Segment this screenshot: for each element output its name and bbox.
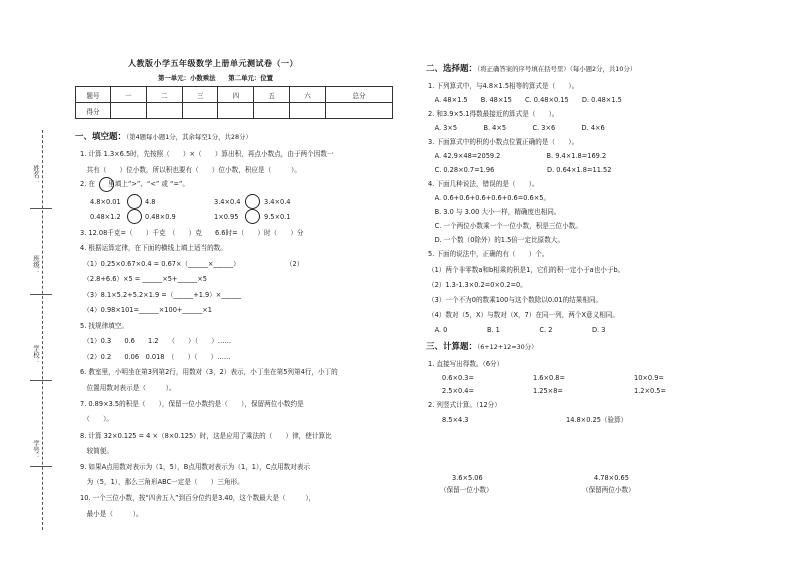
binding-mark <box>30 208 52 209</box>
compare-item: 0.48×1.2 <box>90 213 121 221</box>
calc-q2: 2. 列竖式计算。（12分） <box>428 401 501 409</box>
q10-line-2: 最小是（ ）。 <box>80 510 143 518</box>
binding-label-school: 学校： <box>32 345 40 365</box>
choice-q5: 5. 下面的说法中，正确的有（ ）个。 <box>428 250 549 258</box>
compare-item: 1×0.95 <box>214 213 239 221</box>
compare-circle[interactable] <box>127 209 142 224</box>
binding-label-number: 学号： <box>32 440 40 460</box>
choice-q4-d: D. 一个数（0除外）的1.5倍一定比原数大。 <box>428 236 565 244</box>
section-3-note: （6+12+12=30分） <box>477 343 538 351</box>
binding-line <box>42 130 43 530</box>
q4-item-2: （2.8+6.6）×5 = ______×5+______×5 <box>80 275 207 283</box>
table-header: 题号 <box>76 87 111 103</box>
score-table <box>75 86 393 119</box>
section-1-heading: 一、填空题：（第4题每小题1分，其余每空1分，共28分） <box>75 132 252 142</box>
section-3-heading: 三、计算题：（6+12+12=30分） <box>426 342 538 352</box>
vertical-calc-hint: （保留一位小数） <box>440 486 493 494</box>
compare-item: 3.4×0.4 <box>264 198 291 206</box>
q2-line: 2. 在 里填上“>”、“<” 或 “=”。 <box>80 180 189 188</box>
compare-circle[interactable] <box>245 209 260 224</box>
compare-item: 3.4×0.4 <box>214 198 241 206</box>
choice-q4: 4. 下面几种说法，错误的是（ ）。 <box>428 180 539 188</box>
direct-calc: 1.25×8= <box>533 387 563 395</box>
table-header: 三 <box>182 87 218 103</box>
q4-item-4: （4）0.98×101=______×100+______×1 <box>80 306 212 314</box>
choice-q5-s1: （1）两个非零数a和b相乘的积是1，它们的积一定小于a也小于b。 <box>428 266 625 274</box>
q8-line-1: 8. 计算 32×0.125 = 4 ×（8×0.125）时，这是应用了乘法的（ ）律，使计算比 <box>80 432 332 440</box>
q8-line-2: 较简便。 <box>80 447 113 455</box>
direct-calc: 10×0.9= <box>634 374 664 382</box>
q4-item-3: （3）8.1×5.2+5.2×1.9 =（______+1.9）×______ <box>80 291 242 299</box>
direct-calc: 1.6×0.8= <box>533 374 566 382</box>
compare-circle[interactable] <box>127 194 142 209</box>
compare-item: 4.8×0.01 <box>90 198 121 206</box>
choice-q5-options: A. 0 B. 1 C. 2 D. 3 <box>428 326 606 334</box>
table-header: 六 <box>290 87 326 103</box>
choice-q5-s2: （2）1.3-1.3×0.2=0×0.2=0。 <box>428 281 527 289</box>
q10-line-1: 10. 一个三位小数，按“四舍五入”到百分位约是3.40，这个数最大是（ ）， <box>80 494 316 502</box>
direct-calc: 1.2×0.5= <box>634 387 667 395</box>
compare-item: 9.5×0.1 <box>264 213 291 221</box>
choice-q5-s3: （3）一个不为0的数乘100与这个数除以0.01的结果相同。 <box>428 296 603 304</box>
table-header: 五 <box>254 87 290 103</box>
q5-item-2: （2）0.2 0.06 0.018 （ ）（ ）…… <box>80 353 231 361</box>
choice-q4-b: B. 3.0 与 3.00 大小一样，精确度也相同。 <box>428 208 561 216</box>
choice-q5-s4: （4）数对（5，X）与数对（X，7）在同一列，两个X意义相同。 <box>428 311 619 319</box>
choice-q3-options-2: C. 0.28×0.7=1.96 D. 0.64×1.8=11.52 <box>428 166 612 174</box>
q4-item-1: （1）0.25×0.67×0.4 = 0.67×（______×______） （2） <box>80 260 304 268</box>
compare-item: 0.48×0.9 <box>145 213 176 221</box>
score-row-label: 得分 <box>76 103 111 119</box>
section-2-note: （将正确答案的序号填在括号里）（每小题2分，共10分） <box>477 65 637 73</box>
binding-mark <box>30 380 52 381</box>
binding-label-class: 班级： <box>32 255 40 275</box>
q3-line: 3. 12.08千克=（ ）千克 （ ）克 6.6时=（ ）时（ ）分 <box>80 229 304 237</box>
q5-item-1: （1）0.3 0.6 1.2 （ ）（ ）…… <box>80 337 232 345</box>
table-header: 二 <box>146 87 182 103</box>
table-header: 总分 <box>325 87 392 103</box>
q4-line: 4. 根据运算定律，在下面的横线上填上适当的数。 <box>80 244 227 252</box>
q5-line: 5. 找规律填空。 <box>80 322 128 330</box>
vertical-calc: 8.5×4.3 <box>442 416 469 424</box>
choice-q1: 1. 下列算式中，与4.8×1.5相等的算式是（ ）。 <box>428 82 579 90</box>
table-header: 一 <box>111 87 147 103</box>
compare-circle[interactable] <box>245 194 260 209</box>
section-2-heading: 二、选择题：（将正确答案的序号填在括号里）（每小题2分，共10分） <box>426 64 637 74</box>
score-cell[interactable] <box>325 103 392 119</box>
score-cell[interactable] <box>146 103 182 119</box>
vertical-calc: 14.8×0.25（验算） <box>566 416 628 424</box>
vertical-calc-hint: （保留两位小数） <box>582 486 635 494</box>
choice-q4-a: A. 0.6+0.6+0.6+0.6+0.6=0.6×5。 <box>428 194 551 202</box>
direct-calc: 2.5×0.4= <box>442 387 475 395</box>
q6-line-2: 位置用数对表示是（ ）。 <box>80 384 176 392</box>
score-cell[interactable] <box>111 103 147 119</box>
direct-calc: 0.6×0.3= <box>442 374 475 382</box>
choice-q3-options-1: A. 42.9×48=2059.2 B. 9.4×1.8=169.2 <box>428 152 607 160</box>
q9-line-2: 为（5，1），那么三角形ABC一定是（ ）三角形。 <box>80 478 244 486</box>
calc-q1: 1. 直接写出得数。（6分） <box>428 360 504 368</box>
section-1-note: （第4题每小题1分，其余每空1分，共28分） <box>126 133 252 141</box>
page-title: 人教版小学五年级数学上册单元测试卷（一） <box>128 59 298 68</box>
score-cell[interactable] <box>218 103 254 119</box>
binding-mark <box>30 466 52 467</box>
score-cell[interactable] <box>254 103 290 119</box>
q6-line-1: 6. 教室里，小明坐在第3列第2行，用数对（3，2）表示，小丁坐在第5列第4行，小丁的 <box>80 368 338 376</box>
q7-line-2: （ ）。 <box>80 415 113 423</box>
q1-line-2: 共有（ ）位小数，所以积也要有（ ）位小数，积应是（ ）。 <box>80 166 301 174</box>
choice-q2: 2. 和3.9×5.1得数最接近的算式是（ ）。 <box>428 110 559 118</box>
score-cell[interactable] <box>290 103 326 119</box>
table-row <box>76 103 393 119</box>
vertical-calc: 4.78×0.65 <box>594 474 629 482</box>
compare-item: 4.8 <box>145 198 156 206</box>
choice-q2-options: A. 3×5 B. 4×5 C. 3×6 D. 4×6 <box>428 124 605 132</box>
unit-subtitle: 第一单元：小数乘法 第二单元：位置 <box>158 74 274 82</box>
q7-line-1: 7. 0.89×3.5的积是（ ），保留一位小数约是（ ），保留两位小数约是 <box>80 400 304 408</box>
choice-q1-options: A. 48×1.5 B. 48×15 C. 0.48×0.15 D. 0.48×1.5 <box>428 96 622 104</box>
score-cell[interactable] <box>182 103 218 119</box>
binding-label-name: 姓名： <box>32 165 40 185</box>
table-row <box>76 87 393 103</box>
q9-line-1: 9. 如果A点用数对表示为（1，5），B点用数对表示为（1，1），C点用数对表示 <box>80 463 311 471</box>
compare-circle[interactable] <box>99 177 114 192</box>
binding-mark <box>30 294 52 295</box>
table-header: 四 <box>218 87 254 103</box>
choice-q4-c: C. 一个两位小数乘一个一位小数，积是三位小数。 <box>428 222 582 230</box>
q1-line-1: 1. 计算 1.3×6.5时，先按照（ ）×（ ）算出积，再点小数点，由于两个因数一 <box>80 150 334 158</box>
choice-q3: 3. 下面算式中的积的小数点位置正确的是（ ）。 <box>428 138 579 146</box>
vertical-calc: 3.6×5.06 <box>452 474 483 482</box>
